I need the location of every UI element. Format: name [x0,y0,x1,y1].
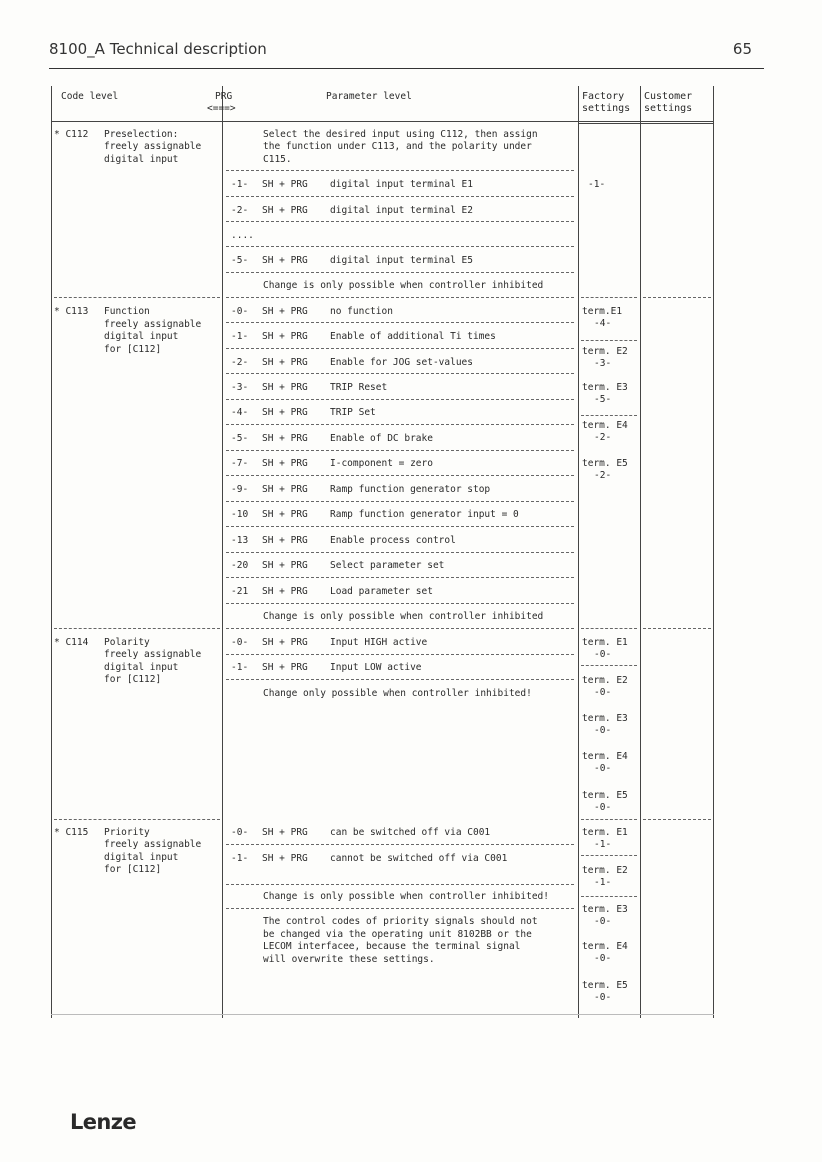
note-text: Change is only possible when controller inhibited [263,611,544,622]
header-parameter-level: Parameter level [326,91,412,102]
row-keys: SH + PRG [262,535,308,546]
lenze-logo: Lenze [70,1110,137,1134]
section-divider [226,297,574,298]
section-divider [226,628,574,629]
row-text: Select parameter set [330,560,445,571]
desc-line: freely assignable [104,649,202,660]
desc-line: Priority [104,827,150,838]
desc-line: for [C112] [104,344,162,355]
row-divider [581,896,637,897]
factory-value: -3- [594,358,612,369]
row-divider [581,340,637,341]
code-c112: * C112 [54,129,89,140]
row-divider [226,424,574,425]
row-divider [226,884,574,885]
desc-line: Function [104,306,150,317]
row-divider [226,679,574,680]
row-number: -21 [231,586,249,597]
row-text: Enable for JOG set-values [330,357,473,368]
row-number: -3- [231,382,249,393]
code-c115: * C115 [54,827,89,838]
factory-term: term. E2 [582,346,628,357]
row-number: -20 [231,560,249,571]
page-title: 8100_A Technical description [49,40,267,58]
row-keys: SH + PRG [262,306,308,317]
row-divider [226,577,574,578]
note-text: Change only possible when controller inhibited! [263,688,532,699]
row-divider [226,246,574,247]
row-text: Enable of additional Ti times [330,331,496,342]
desc-line: Polarity [104,637,150,648]
note-line: will overwrite these settings. [263,954,435,965]
header-factory-2: settings [582,103,631,114]
row-number: -7- [231,458,249,469]
desc-line: digital input [104,154,179,165]
row-keys: SH + PRG [262,458,308,469]
row-text: Input LOW active [330,662,422,673]
row-number: -2- [231,205,249,216]
page-number: 65 [732,40,752,58]
row-keys: SH + PRG [262,853,308,864]
row-number: -0- [231,637,249,648]
row-text: Enable of DC brake [330,433,433,444]
row-text: I-component = zero [330,458,433,469]
row-keys: SH + PRG [262,205,308,216]
row-divider [226,654,574,655]
intro-line: the function under C113, and the polarity under [263,141,532,152]
row-divider [226,552,574,553]
header-customer: Customer [644,91,693,102]
intro-line: Select the desired input using C112, then assign [263,129,538,140]
factory-term: term. E2 [582,865,628,876]
factory-value: -2- [594,432,612,443]
note-text: Change is only possible when controller inhibited! [263,891,549,902]
desc-line: digital input [104,331,179,342]
factory-value: -4- [594,318,612,329]
row-divider [581,855,637,856]
row-number: .... [231,230,254,241]
note-text: Change is only possible when controller inhibited [263,280,544,291]
row-keys: SH + PRG [262,179,308,190]
row-divider [226,908,574,909]
row-number: -1- [231,853,249,864]
factory-term: term. E3 [582,904,628,915]
factory-value: -0- [594,916,612,927]
row-text: Input HIGH active [330,637,428,648]
desc-line: digital input [104,852,179,863]
row-text: TRIP Set [330,407,376,418]
header-customer-2: settings [644,103,693,114]
note-line: be changed via the operating unit 8102BB or the [263,929,532,940]
note-line: LECOM interfacee, because the terminal signal [263,941,521,952]
row-keys: SH + PRG [262,827,308,838]
row-divider [226,603,574,604]
desc-line: freely assignable [104,319,202,330]
row-keys: SH + PRG [262,662,308,673]
factory-value: -5- [594,394,612,405]
factory-term: term.E1 [582,306,623,317]
row-text: digital input terminal E1 [330,179,473,190]
row-number: -4- [231,407,249,418]
code-c114: * C114 [54,637,89,648]
header-factory: Factory [582,91,625,102]
row-text: can be switched off via C001 [330,827,491,838]
row-keys: SH + PRG [262,433,308,444]
row-text: no function [330,306,393,317]
column-divider-factory [578,86,579,1018]
section-divider [54,819,220,820]
row-number: -5- [231,433,249,444]
row-number: -1- [231,662,249,673]
row-divider [226,450,574,451]
row-number: -9- [231,484,249,495]
factory-value: -0- [594,763,612,774]
row-text: Enable process control [330,535,456,546]
factory-value: -1- [588,179,606,190]
desc-line: freely assignable [104,839,202,850]
row-text: TRIP Reset [330,382,388,393]
column-divider-customer [640,86,641,1018]
desc-line: Preselection: [104,129,179,140]
row-number: -1- [231,331,249,342]
code-c113: * C113 [54,306,89,317]
factory-term: term. E1 [582,827,628,838]
factory-term: term. E5 [582,458,628,469]
row-divider [226,373,574,374]
row-keys: SH + PRG [262,357,308,368]
row-number: -0- [231,306,249,317]
table-border-right [713,86,714,1018]
factory-value: -1- [594,877,612,888]
row-keys: SH + PRG [262,586,308,597]
row-text: Load parameter set [330,586,433,597]
factory-term: term. E5 [582,980,628,991]
row-text: Ramp function generator stop [330,484,491,495]
factory-term: term. E5 [582,790,628,801]
row-divider [226,501,574,502]
row-number: -13 [231,535,249,546]
section-divider [643,628,711,629]
row-divider [581,665,637,666]
header-underline [51,121,714,122]
desc-line: freely assignable [104,141,202,152]
row-divider [226,170,574,171]
row-number: -10 [231,509,249,520]
factory-value: -0- [594,649,612,660]
header-prg: PRG [215,91,233,102]
row-divider [226,221,574,222]
factory-value: -0- [594,725,612,736]
header-code-level: Code level [61,91,119,102]
row-keys: SH + PRG [262,407,308,418]
row-keys: SH + PRG [262,637,308,648]
desc-line: for [C112] [104,864,162,875]
column-divider-code [222,86,223,1018]
section-divider [643,819,711,820]
section-divider [581,297,637,298]
row-keys: SH + PRG [262,255,308,266]
desc-line: for [C112] [104,674,162,685]
factory-term: term. E4 [582,751,628,762]
factory-value: -1- [594,839,612,850]
factory-term: term. E2 [582,675,628,686]
header-prg-arrow: <===> [207,103,236,114]
row-text: digital input terminal E2 [330,205,473,216]
row-number: -2- [231,357,249,368]
row-divider [581,415,637,416]
row-text: cannot be switched off via C001 [330,853,508,864]
factory-term: term. E1 [582,637,628,648]
row-divider [226,844,574,845]
section-divider [54,628,220,629]
row-divider [226,526,574,527]
intro-line: C115. [263,154,292,165]
row-divider [226,272,574,273]
factory-value: -0- [594,953,612,964]
desc-line: digital input [104,662,179,673]
factory-value: -0- [594,802,612,813]
section-divider [54,297,220,298]
factory-term: term. E4 [582,941,628,952]
section-divider [581,628,637,629]
table-border-left [51,86,52,1018]
row-text: Ramp function generator input = 0 [330,509,519,520]
factory-value: -0- [594,687,612,698]
row-keys: SH + PRG [262,484,308,495]
row-divider [226,196,574,197]
row-keys: SH + PRG [262,382,308,393]
row-number: -1- [231,179,249,190]
section-divider [581,819,637,820]
row-keys: SH + PRG [262,509,308,520]
row-divider [226,348,574,349]
row-number: -0- [231,827,249,838]
row-keys: SH + PRG [262,331,308,342]
row-divider [226,399,574,400]
row-number: -5- [231,255,249,266]
row-divider [226,475,574,476]
factory-value: -0- [594,992,612,1003]
section-divider [643,297,711,298]
factory-term: term. E3 [582,382,628,393]
factory-term: term. E3 [582,713,628,724]
note-line: The control codes of priority signals should not [263,916,538,927]
header-rule [49,68,764,69]
row-divider [226,322,574,323]
row-keys: SH + PRG [262,560,308,571]
table-bottom-rule [51,1014,714,1015]
header-underline-double [578,123,714,124]
row-text: digital input terminal E5 [330,255,473,266]
factory-term: term. E4 [582,420,628,431]
factory-value: -2- [594,470,612,481]
